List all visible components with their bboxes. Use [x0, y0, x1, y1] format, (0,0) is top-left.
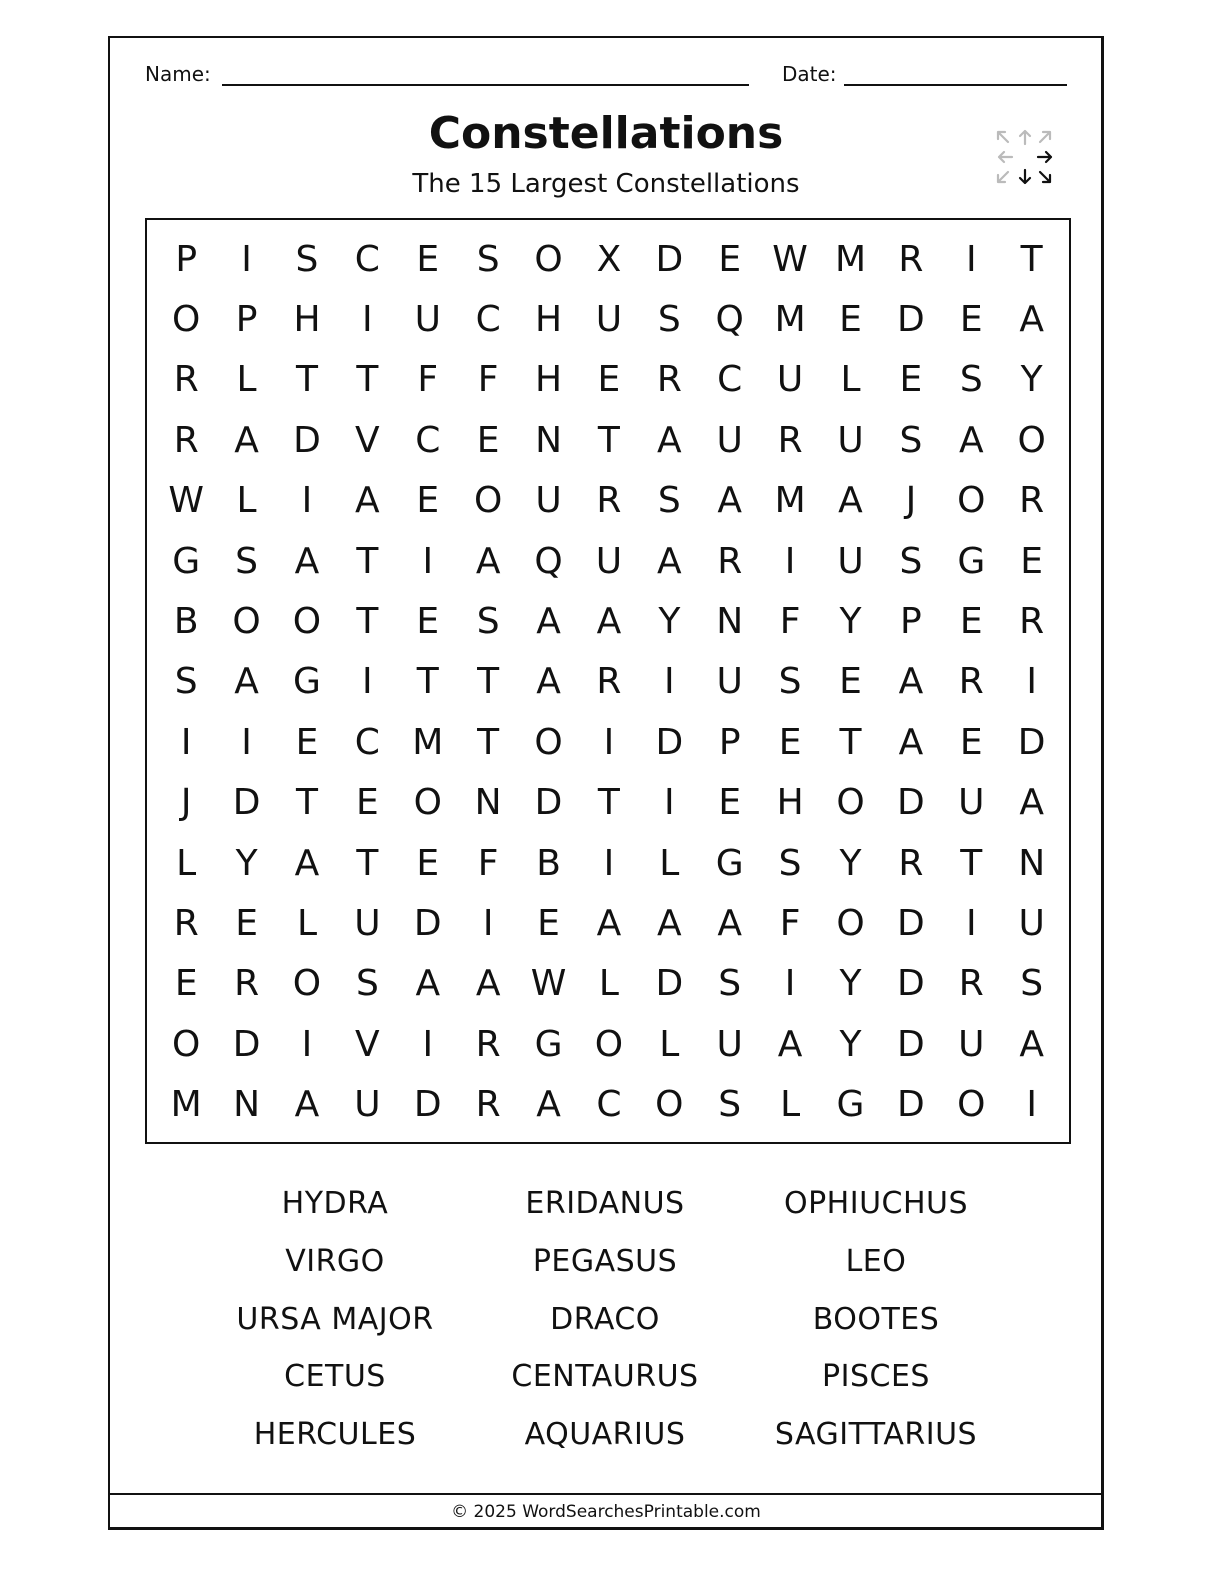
grid-letter[interactable]: G [293, 661, 321, 703]
grid-letter[interactable]: O [836, 902, 865, 944]
grid-letter[interactable]: S [657, 299, 681, 341]
grid-letter[interactable]: B [173, 601, 199, 643]
grid-letter[interactable]: D [534, 782, 563, 824]
grid-letter[interactable]: T [295, 359, 318, 401]
grid-letter[interactable]: I [965, 902, 977, 944]
grid-letter[interactable]: T [597, 419, 620, 461]
grid-letter[interactable]: U [1018, 902, 1045, 944]
grid-letter[interactable]: S [476, 238, 500, 280]
grid-letter[interactable]: I [784, 540, 796, 582]
grid-letter[interactable]: A [415, 963, 441, 1005]
grid-letter[interactable]: A [475, 963, 501, 1005]
grid-letter[interactable]: T [356, 359, 379, 401]
grid-letter[interactable]: H [535, 299, 563, 341]
grid-letter[interactable]: U [776, 359, 804, 401]
grid-letter[interactable]: O [594, 1023, 624, 1065]
word-list-item: AQUARIUS [524, 1417, 686, 1453]
grid-letter[interactable]: A [898, 721, 924, 763]
grid-letter[interactable]: S [476, 601, 500, 643]
grid-letter[interactable]: T [356, 842, 379, 884]
grid-letter[interactable]: D [293, 419, 321, 461]
word-list-item: HYDRA [281, 1186, 389, 1221]
grid-letter[interactable]: I [422, 540, 434, 582]
grid-letter[interactable]: V [355, 1023, 380, 1065]
grid-letter[interactable]: T [477, 661, 500, 703]
grid-letter[interactable]: Y [839, 1023, 862, 1065]
grid-letter[interactable]: A [1019, 1023, 1044, 1065]
grid-letter[interactable]: B [536, 842, 561, 884]
grid-letter[interactable]: C [475, 299, 501, 341]
grid-letter[interactable]: T [295, 782, 318, 824]
grid-letter[interactable]: C [415, 419, 441, 461]
grid-letter[interactable]: G [957, 540, 986, 582]
grid-letter[interactable]: E [597, 359, 621, 401]
grid-letter[interactable]: H [293, 299, 321, 341]
grid-letter[interactable]: U [958, 1023, 985, 1065]
grid-letter[interactable]: E [899, 359, 923, 401]
grid-letter[interactable]: R [717, 540, 743, 582]
grid-letter[interactable]: T [597, 782, 620, 824]
grid-letter[interactable]: E [718, 238, 742, 280]
grid-letter[interactable]: D [897, 782, 925, 824]
grid-letter[interactable]: S [718, 963, 742, 1005]
grid-letter[interactable]: D [655, 721, 684, 763]
grid-letter[interactable]: A [294, 842, 320, 884]
grid-letter[interactable]: Q [534, 540, 563, 582]
grid-letter[interactable]: E [416, 238, 440, 280]
grid-letter[interactable]: O [292, 601, 322, 643]
grid-letter[interactable]: G [172, 540, 201, 582]
grid-letter[interactable]: L [659, 842, 680, 884]
grid-letter[interactable]: I [241, 721, 252, 763]
grid-letter[interactable]: H [776, 782, 804, 824]
grid-letter[interactable]: V [355, 419, 380, 461]
grid-letter[interactable]: U [716, 1023, 743, 1065]
grid-letter[interactable]: T [839, 721, 862, 763]
grid-letter[interactable]: D [897, 1084, 925, 1126]
grid-letter[interactable]: A [717, 480, 743, 522]
puzzle-grid[interactable] [156, 229, 1062, 1135]
grid-letter[interactable]: O [172, 299, 201, 341]
grid-letter[interactable]: U [716, 419, 743, 461]
grid-letter[interactable]: A [536, 661, 561, 703]
grid-letter[interactable]: U [354, 1084, 381, 1126]
grid-letter[interactable]: Y [658, 601, 681, 643]
grid-letter[interactable]: I [664, 782, 675, 824]
word-list-item: SAGITTARIUS [774, 1417, 978, 1453]
word-list-item: PISCES [822, 1359, 930, 1395]
grid-letter[interactable]: U [354, 902, 381, 944]
grid-letter[interactable]: E [416, 842, 440, 884]
grid-letter[interactable]: D [655, 238, 684, 280]
grid-letter[interactable]: A [355, 480, 380, 522]
grid-letter[interactable]: T [356, 601, 379, 643]
grid-letter[interactable]: S [899, 419, 923, 461]
grid-letter[interactable]: O [292, 963, 322, 1005]
grid-letter[interactable]: Y [839, 842, 862, 884]
grid-letter[interactable]: G [715, 842, 744, 884]
copyright-footer: © 2025 WordSearchesPrintable.com [451, 1502, 761, 1522]
grid-letter[interactable]: E [476, 419, 500, 461]
grid-letter[interactable]: R [234, 963, 260, 1005]
grid-letter[interactable]: A [596, 601, 622, 643]
grid-letter[interactable]: W [772, 238, 808, 280]
grid-letter[interactable]: U [414, 299, 441, 341]
grid-letter[interactable]: R [173, 902, 199, 944]
grid-letter[interactable]: I [362, 661, 373, 703]
grid-letter[interactable]: R [596, 480, 622, 522]
grid-letter[interactable]: I [603, 842, 615, 884]
word-list-item: HERCULES [253, 1417, 417, 1453]
grid-letter[interactable]: O [172, 1023, 201, 1065]
grid-letter[interactable]: O [957, 480, 986, 522]
grid-letter[interactable]: I [241, 238, 252, 280]
grid-letter[interactable]: Q [715, 299, 744, 341]
page-title: Constellations [428, 108, 784, 159]
grid-letter[interactable]: D [897, 1023, 925, 1065]
grid-letter[interactable]: U [958, 782, 985, 824]
grid-letter[interactable]: P [175, 238, 198, 280]
grid-letter[interactable]: U [716, 661, 743, 703]
grid-letter[interactable]: L [236, 480, 257, 522]
grid-letter[interactable]: C [596, 1084, 622, 1126]
grid-letter[interactable]: S [235, 540, 259, 582]
grid-letter[interactable]: N [1018, 842, 1046, 884]
grid-letter[interactable]: E [959, 601, 983, 643]
grid-letter[interactable]: F [477, 842, 499, 884]
grid-letter[interactable]: S [657, 480, 681, 522]
grid-letter[interactable]: C [717, 359, 743, 401]
puzzle-grid-frame [145, 218, 1071, 1144]
grid-letter[interactable]: T [477, 721, 500, 763]
grid-letter[interactable]: T [416, 661, 439, 703]
grid-letter[interactable]: L [176, 842, 197, 884]
grid-letter[interactable]: N [716, 601, 744, 643]
grid-letter[interactable]: A [838, 480, 863, 522]
grid-letter[interactable]: A [1019, 782, 1044, 824]
grid-letter[interactable]: A [294, 1084, 320, 1126]
grid-letter[interactable]: R [173, 419, 199, 461]
grid-letter[interactable]: E [839, 299, 862, 341]
grid-letter[interactable]: I [784, 963, 796, 1005]
grid-letter[interactable]: N [474, 782, 502, 824]
name-line[interactable] [222, 84, 749, 86]
grid-letter[interactable]: S [778, 842, 802, 884]
grid-letter[interactable]: U [595, 540, 623, 582]
grid-letter[interactable]: L [296, 902, 317, 944]
grid-letter[interactable]: M [412, 721, 444, 763]
grid-letter[interactable]: N [233, 1084, 261, 1126]
grid-letter[interactable]: E [235, 902, 258, 944]
grid-letter[interactable]: R [898, 842, 924, 884]
grid-letter[interactable]: E [1020, 540, 1044, 582]
grid-letter[interactable]: I [965, 238, 977, 280]
grid-letter[interactable]: D [897, 299, 925, 341]
grid-letter[interactable]: D [897, 902, 925, 944]
grid-letter[interactable]: I [603, 721, 615, 763]
grid-letter[interactable]: A [234, 419, 259, 461]
grid-letter[interactable]: C [354, 238, 380, 280]
grid-letter[interactable]: G [534, 1023, 563, 1065]
grid-letter[interactable]: U [837, 419, 864, 461]
grid-letter[interactable]: O [473, 480, 503, 522]
grid-letter[interactable]: L [659, 1023, 680, 1065]
grid-letter[interactable]: F [477, 359, 499, 401]
grid-letter[interactable]: E [355, 782, 379, 824]
word-list-item: LEO [845, 1243, 907, 1279]
grid-letter[interactable]: R [777, 419, 803, 461]
grid-letter[interactable]: P [900, 601, 922, 643]
grid-letter[interactable]: A [657, 419, 682, 461]
grid-letter[interactable]: S [718, 1084, 742, 1126]
name-label: Name: [145, 62, 211, 86]
word-list-item: PEGASUS [532, 1243, 678, 1279]
grid-letter[interactable]: R [1019, 601, 1045, 643]
grid-letter[interactable]: I [301, 480, 313, 522]
grid-letter[interactable]: E [174, 963, 198, 1005]
grid-letter[interactable]: R [958, 963, 984, 1005]
grid-letter[interactable]: E [718, 782, 742, 824]
word-list-item: OPHIUCHUS [783, 1186, 969, 1221]
grid-letter[interactable]: M [774, 480, 806, 522]
grid-letter[interactable]: E [778, 721, 802, 763]
grid-letter[interactable]: C [354, 721, 380, 763]
grid-letter[interactable]: H [535, 359, 563, 401]
grid-letter[interactable]: A [536, 601, 561, 643]
grid-letter[interactable]: A [657, 540, 682, 582]
grid-letter[interactable]: R [898, 238, 924, 280]
grid-letter[interactable]: A [475, 540, 501, 582]
grid-letter[interactable]: E [295, 721, 319, 763]
grid-letter[interactable]: A [898, 661, 924, 703]
grid-letter[interactable]: M [170, 1084, 202, 1126]
word-list-item: CENTAURUS [511, 1359, 699, 1395]
grid-letter[interactable]: R [958, 661, 984, 703]
grid-letter[interactable]: M [834, 238, 867, 280]
grid-letter[interactable]: A [234, 661, 259, 703]
date-line[interactable] [844, 84, 1067, 86]
grid-letter[interactable]: I [664, 661, 675, 703]
grid-letter[interactable]: D [413, 902, 442, 944]
grid-letter[interactable]: I [422, 1023, 434, 1065]
grid-letter[interactable]: S [899, 540, 923, 582]
grid-letter[interactable]: R [173, 359, 199, 401]
grid-letter[interactable]: A [777, 1023, 803, 1065]
grid-letter[interactable]: T [960, 842, 983, 884]
grid-letter[interactable]: Y [235, 842, 258, 884]
grid-letter[interactable]: E [839, 661, 862, 703]
word-list-item: DRACO [550, 1301, 660, 1337]
date-label: Date: [782, 62, 837, 86]
grid-letter[interactable]: O [1017, 419, 1046, 461]
grid-letter[interactable]: E [416, 480, 440, 522]
word-list [200, 1178, 1012, 1467]
grid-letter[interactable]: I [180, 721, 192, 763]
grid-letter[interactable]: O [655, 1084, 684, 1126]
word-directions-icon [994, 126, 1056, 188]
grid-letter[interactable]: T [1020, 238, 1043, 280]
grid-letter[interactable]: L [598, 963, 619, 1005]
grid-letter[interactable]: E [959, 721, 983, 763]
word-list-item: ERIDANUS [525, 1186, 685, 1221]
grid-letter[interactable]: R [1019, 480, 1045, 522]
grid-letter[interactable]: P [235, 299, 258, 341]
grid-letter[interactable]: Y [1020, 359, 1043, 401]
grid-letter[interactable]: I [1026, 1084, 1037, 1126]
grid-letter[interactable]: J [180, 782, 192, 824]
grid-letter[interactable]: U [535, 480, 562, 522]
grid-letter[interactable]: D [1017, 721, 1046, 763]
grid-letter[interactable]: I [1026, 661, 1037, 703]
grid-letter[interactable]: A [1019, 299, 1044, 341]
grid-letter[interactable]: A [657, 902, 682, 944]
grid-letter[interactable]: U [595, 299, 623, 341]
grid-letter[interactable]: S [778, 661, 802, 703]
grid-letter[interactable]: O [534, 238, 563, 280]
grid-letter[interactable]: S [355, 963, 379, 1005]
grid-letter[interactable]: O [534, 721, 563, 763]
grid-letter[interactable]: E [416, 601, 440, 643]
grid-letter[interactable]: O [232, 601, 261, 643]
grid-letter[interactable]: W [168, 480, 204, 522]
grid-letter[interactable]: L [780, 1084, 801, 1126]
grid-letter[interactable]: E [959, 299, 983, 341]
name-field[interactable] [145, 62, 211, 86]
grid-letter[interactable]: P [718, 721, 741, 763]
grid-letter[interactable]: L [840, 359, 861, 401]
grid-letter[interactable]: T [356, 540, 379, 582]
grid-letter[interactable]: W [530, 963, 567, 1005]
word-list-item: VIRGO [285, 1243, 385, 1279]
date-field[interactable] [782, 62, 837, 86]
grid-letter[interactable]: M [774, 299, 806, 341]
grid-letter[interactable]: N [535, 419, 562, 461]
grid-letter[interactable]: I [482, 902, 494, 944]
grid-letter[interactable]: D [413, 1084, 442, 1126]
grid-letter[interactable]: F [417, 359, 439, 401]
grid-letter[interactable]: Y [839, 963, 862, 1005]
grid-letter[interactable]: S [174, 661, 198, 703]
grid-letter[interactable]: A [596, 902, 622, 944]
grid-letter[interactable]: U [837, 540, 864, 582]
grid-letter[interactable]: R [656, 359, 682, 401]
grid-letter[interactable]: I [301, 1023, 313, 1065]
grid-letter[interactable]: I [362, 299, 373, 341]
grid-letter[interactable]: X [596, 238, 622, 280]
grid-letter[interactable]: A [536, 1084, 561, 1126]
grid-letter[interactable]: R [596, 661, 622, 703]
grid-letter[interactable]: F [779, 902, 801, 944]
grid-letter[interactable]: Y [839, 601, 862, 643]
grid-letter[interactable]: S [295, 238, 319, 280]
grid-letter[interactable]: O [836, 782, 865, 824]
grid-letter[interactable]: S [1020, 963, 1044, 1005]
grid-letter[interactable]: L [236, 359, 257, 401]
grid-letter[interactable]: R [475, 1084, 501, 1126]
grid-letter[interactable]: O [413, 782, 442, 824]
grid-letter[interactable]: E [537, 902, 560, 944]
grid-letter[interactable]: D [655, 963, 684, 1005]
grid-letter[interactable]: D [232, 1023, 261, 1065]
grid-letter[interactable]: D [897, 963, 925, 1005]
grid-letter[interactable]: R [475, 1023, 501, 1065]
page-subtitle: The 15 Largest Constellations [412, 169, 800, 199]
grid-letter[interactable]: S [959, 359, 983, 401]
word-list-item: CETUS [284, 1359, 386, 1395]
grid-letter[interactable]: A [717, 902, 743, 944]
word-list-item: URSA MAJOR [236, 1301, 434, 1337]
grid-letter[interactable]: F [779, 601, 801, 643]
grid-letter[interactable]: D [232, 782, 261, 824]
grid-letter[interactable]: G [836, 1084, 865, 1126]
grid-letter[interactable]: O [957, 1084, 986, 1126]
grid-letter[interactable]: A [294, 540, 320, 582]
grid-letter[interactable]: A [958, 419, 984, 461]
word-list-item: BOOTES [812, 1301, 940, 1337]
grid-letter[interactable]: J [905, 480, 917, 522]
footer-divider [108, 1493, 1104, 1495]
